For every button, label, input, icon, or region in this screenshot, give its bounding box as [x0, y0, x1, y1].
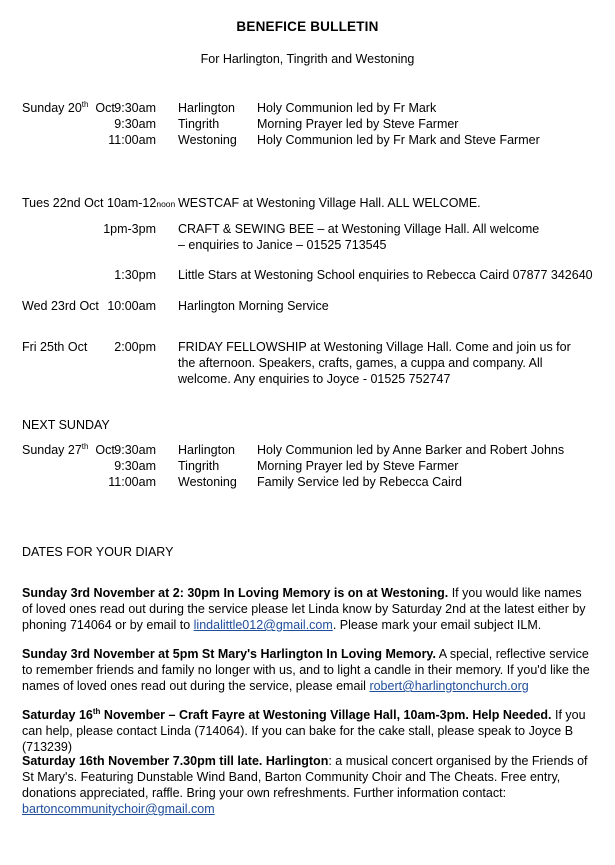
diary-item: Saturday 16th November 7.30pm till late. Harlington: a musical concert organised by the Friends of St Mary's. Featuring Dunstable Wind Band, Barton Community Choir and The Cheats. Free entry, donations appreciated, raffle. Bring your own refreshments. Further information contact: bartoncommunitychoir@gmail.com	[22, 754, 588, 816]
service-description: Holy Communion led by Anne Barker and Robert Johns	[257, 443, 565, 457]
event-time: 10:00am	[107, 299, 156, 313]
service-time: 11:00am	[108, 133, 156, 147]
service-description: Holy Communion led by Fr Mark and Steve Farmer	[257, 133, 540, 147]
next-sunday-heading: NEXT SUNDAY	[22, 418, 110, 432]
diary-item: Saturday 16th November – Craft Fayre at Westoning Village Hall, 10am-3pm. Help Needed. If you can help, please contact Linda (714064). If you can bake for the cake stall, please speak to Joyce B (713239)	[22, 706, 586, 754]
service-day-label: Sunday 20th Oct	[22, 99, 115, 115]
service-time: 11:00am	[108, 475, 156, 489]
service-place: Harlington	[178, 101, 235, 115]
service-description: Holy Communion led by Fr Mark	[257, 101, 437, 115]
service-day-label: Sunday 27th Oct	[22, 441, 115, 457]
email-link[interactable]: bartoncommunitychoir@gmail.com	[22, 802, 215, 816]
event-time: 1:30pm	[114, 268, 156, 282]
service-description: Morning Prayer led by Steve Farmer	[257, 459, 459, 473]
service-place: Tingrith	[178, 117, 220, 131]
service-time: 9:30am	[114, 459, 156, 473]
event-description: CRAFT & SEWING BEE – at Westoning Village Hall. All welcome – enquiries to Janice – 01525 713545	[178, 222, 540, 252]
service-description: Family Service led by Rebecca Caird	[257, 475, 462, 489]
service-place: Harlington	[178, 443, 235, 457]
diary-heading: DATES FOR YOUR DIARY	[22, 545, 174, 559]
event-day-label: Wed 23rd Oct	[22, 299, 99, 313]
email-link[interactable]: lindalittle012@gmail.com	[193, 618, 333, 632]
service-time: 9:30am	[114, 101, 156, 115]
event-time: 2:00pm	[114, 340, 156, 354]
event-description: FRIDAY FELLOWSHIP at Westoning Village Hall. Come and join us for the afternoon. Speakers, crafts, games, a cuppa and company. All welcome. Any enquiries to Joyce - 01525 752747	[178, 340, 571, 386]
event-day-label: Fri 25th Oct	[22, 340, 88, 354]
event-time: 1pm-3pm	[103, 222, 156, 236]
event-description: WESTCAF at Westoning Village Hall. ALL WELCOME.	[178, 196, 481, 210]
bulletin-subtitle: For Harlington, Tingrith and Westoning	[200, 52, 415, 66]
service-place: Tingrith	[178, 459, 220, 473]
diary-item: Sunday 3rd November at 5pm St Mary's Harlington In Loving Memory. A special, reflective service to remember friends and family no longer with us, and to light a candle in their memory. If you'd like the names of loved ones read out during the service, please email robert@harlingtonchurch.org	[22, 647, 590, 693]
service-description: Morning Prayer led by Steve Farmer	[257, 117, 459, 131]
service-time: 9:30am	[114, 117, 156, 131]
service-time: 9:30am	[114, 443, 156, 457]
diary-item: Sunday 3rd November at 2: 30pm In Loving Memory is on at Westoning. If you would like names of loved ones read out during the service please let Linda know by Saturday 2nd at the latest either by phoning 714064 or by email to lindalittle012@gmail.com. Please mark your email subject ILM.	[22, 586, 586, 632]
service-place: Westoning	[178, 475, 237, 489]
event-day-label: Tues 22nd Oct	[22, 196, 104, 210]
service-place: Westoning	[178, 133, 237, 147]
email-link[interactable]: robert@harlingtonchurch.org	[369, 679, 529, 693]
event-description: Little Stars at Westoning School enquiries to Rebecca Caird 07877 342640	[178, 268, 593, 282]
event-description: Harlington Morning Service	[178, 299, 329, 313]
bulletin-title: BENEFICE BULLETIN	[236, 19, 379, 34]
event-time: 10am-12noon	[107, 196, 176, 210]
